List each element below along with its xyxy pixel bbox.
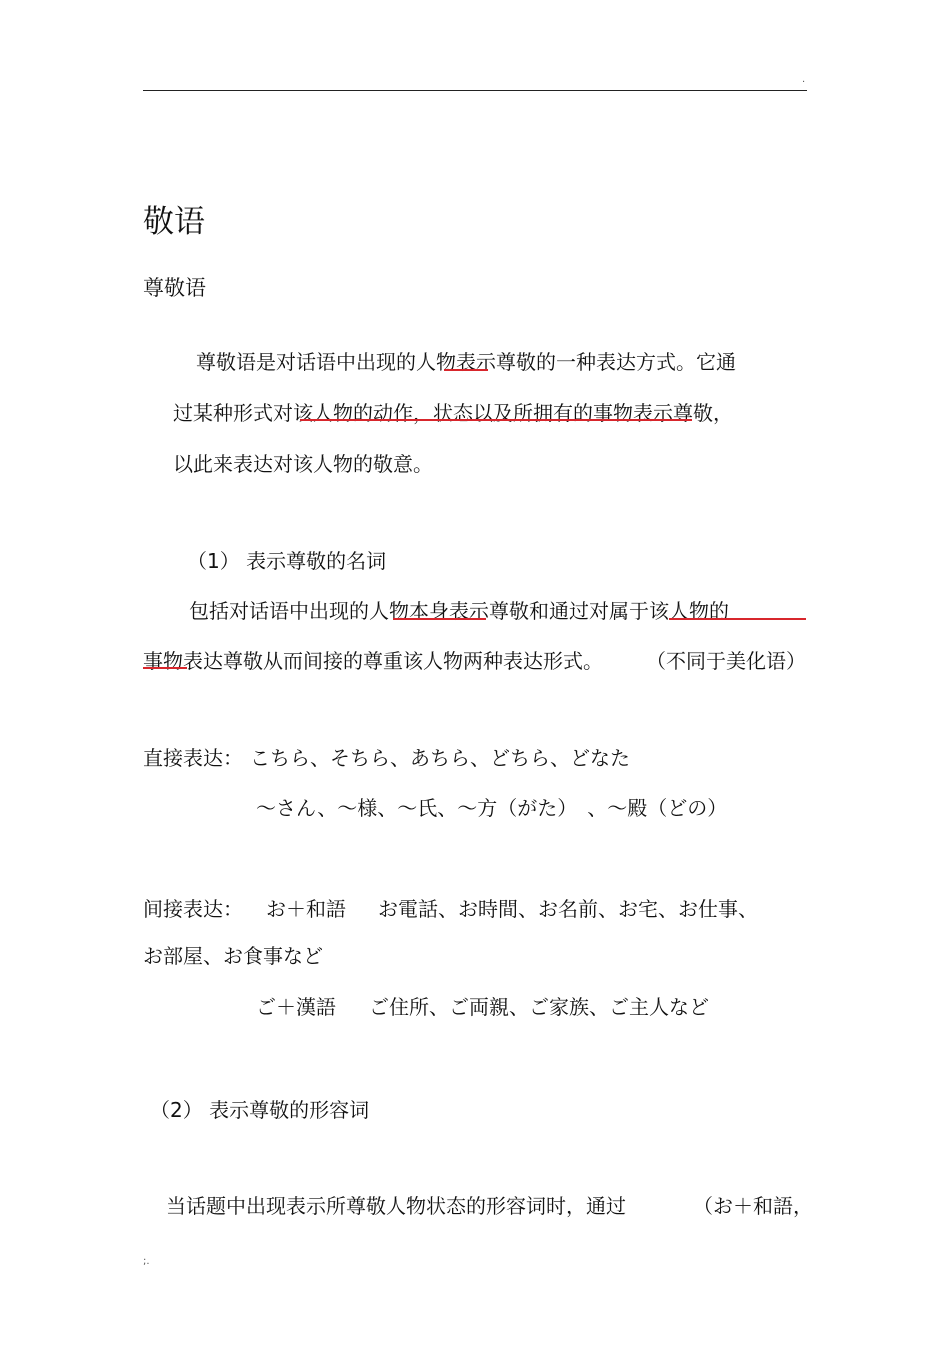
section1-line-2: 事物表达尊敬从而间接的尊重该人物两种表达形式。 (143, 649, 603, 673)
direct-suffixes: ～さん、～様、～氏、～方（がた） 、～殿（どの） (256, 796, 728, 820)
direct-items: こちら、そちら、あちら、どちら、どなた (250, 746, 630, 770)
indirect-examples-1b: お部屋、お食事など (143, 944, 323, 968)
indirect-examples-2: ご住所、ご両親、ご家族、ご主人など (369, 995, 709, 1019)
header-rule (143, 90, 807, 91)
intro-line-1: 尊敬语是对话语中出现的人物表示尊敬的一种表达方式。它通 (196, 350, 736, 374)
intro-line-3: 以此来表达对该人物的敬意。 (173, 452, 433, 476)
indirect-pattern-1: お＋和語 (266, 897, 346, 921)
indirect-label: 间接表达： (143, 897, 243, 921)
section1-line-1: 包括对话语中出现的人物本身表示尊敬和通过对属于该人物的 (189, 599, 729, 623)
underline-mark (444, 369, 488, 371)
section2-line-1-tail: （お＋和語， (693, 1194, 813, 1218)
intro-line-2: 过某种形式对该人物的动作，状态以及所拥有的事物表示尊敬， (173, 401, 733, 425)
section2-line-1: 当话题中出现表示所尊敬人物状态的形容词时，通过 (166, 1194, 626, 1218)
section-subtitle: 尊敬语 (143, 276, 206, 300)
header-corner-mark: . (802, 74, 806, 85)
underline-mark (300, 419, 692, 421)
footer-corner-mark: ;. (143, 1256, 150, 1267)
underline-mark (393, 618, 486, 620)
page-title: 敬语 (143, 204, 205, 240)
indirect-examples-1a: お電話、お時間、お名前、お宅、お仕事、 (378, 897, 758, 921)
section1-note: （不同于美化语） (646, 649, 806, 673)
indirect-pattern-2: ご＋漢語 (256, 995, 336, 1019)
direct-label: 直接表达： (143, 746, 243, 770)
section-heading: （2） 表示尊敬的形容词 (150, 1098, 370, 1122)
section-heading: （1） 表示尊敬的名词 (187, 549, 387, 573)
underline-mark (669, 618, 806, 620)
underline-mark (143, 667, 187, 669)
